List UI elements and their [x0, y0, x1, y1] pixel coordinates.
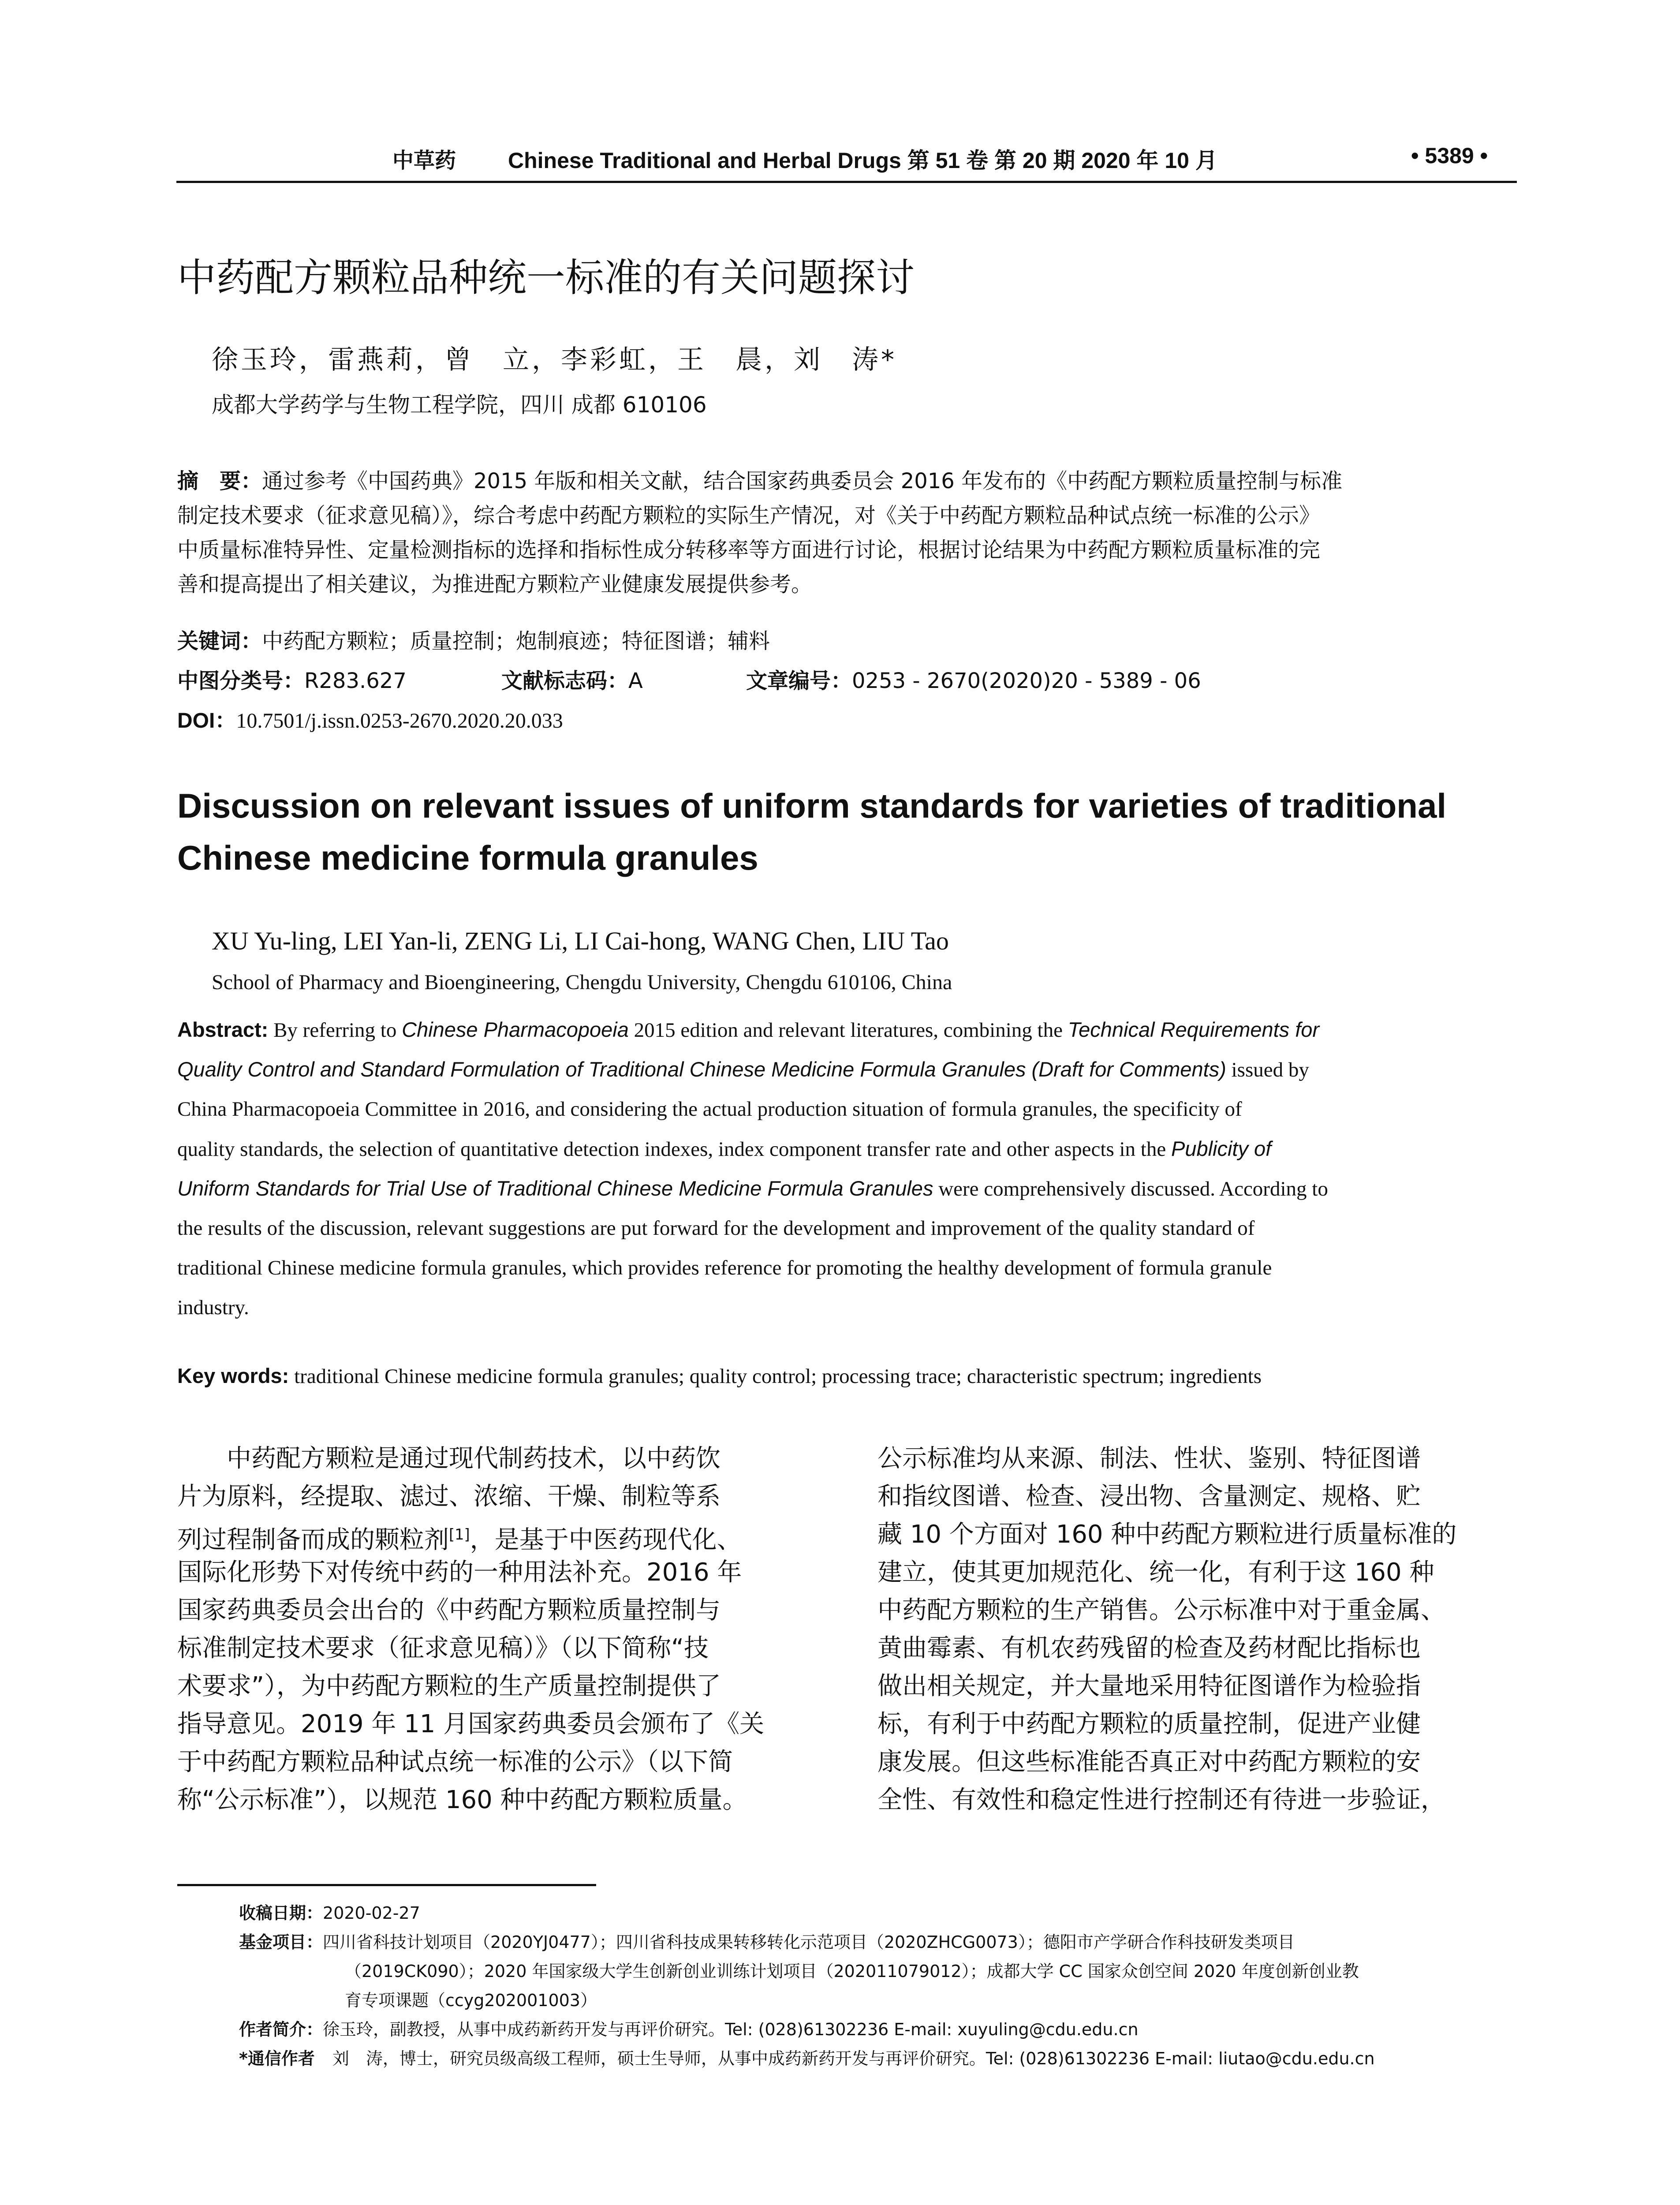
document-code: [501, 664, 643, 694]
footnote-value: 四川省科技计划项目（2020YJ0477）；四川省科技成果转移转化示范项目（2020ZHCG0073）；德阳市产学研合作科技研发类项目: [323, 1932, 1295, 1952]
abstract-en-italic: Uniform Standards for Trial Use of Traditional Chinese Medicine Formula Granules: [177, 1177, 933, 1200]
body-line: 藏 10 个方面对 160 种中药配方颗粒进行质量标准的: [877, 1520, 1457, 1549]
abstract-en-text: quality standards, the selection of quantitative detection indexes, index component transfer rate and other aspects in the: [177, 1138, 1171, 1161]
abstract-en-italic: Quality Control and Standard Formulation of Traditional Chinese Medicine Formula Granules (Draft for Comments): [177, 1058, 1226, 1081]
body-line: 黄曲霉素、有机农药残留的检查及药材配比指标也: [877, 1634, 1421, 1663]
footnote-label: 作者简介：: [239, 2020, 323, 2039]
journal-issue-info: Chinese Traditional and Herbal Drugs 第 51 卷 第 20 期 2020 年 10 月: [508, 148, 1217, 173]
footnote-value: 徐玉玲，副教授，从事中成药新药开发与再评价研究。Tel: (028)61302236 E-mail: xuyuling@cdu.edu.cn: [323, 2020, 1139, 2039]
body-line: 术要求”），为中药配方颗粒的生产质量控制提供了: [177, 1672, 721, 1700]
abstract-cn-line: 善和提高提出了相关建议，为推进配方颗粒产业健康发展提供参考。: [177, 572, 813, 597]
abstract-en-italic: Technical Requirements for: [1068, 1018, 1320, 1041]
footnotes: [177, 1899, 1518, 2073]
body-column-left: [177, 1440, 812, 1819]
footnote-fund-cont: （2019CK090）；2020 年国家级大学生创新创业训练计划项目（202011079012）；成都大学 CC 国家众创空间 2020 年度创新创业教: [345, 1962, 1359, 1981]
abstract-en-italic: Chinese Pharmacopoeia: [402, 1018, 629, 1041]
body-line: 康发展。但这些标准能否真正对中药配方颗粒的安: [877, 1748, 1421, 1776]
body-line: 中药配方颗粒的生产销售。公示标准中对于重金属、: [877, 1596, 1445, 1625]
abstract-en-text: issued by: [1226, 1058, 1309, 1081]
affiliation-en: School of Pharmacy and Bioengineering, Chengdu University, Chengdu 610106, China: [212, 971, 952, 994]
body-line: 指导意见。2019 年 11 月国家药典委员会颁布了《关: [177, 1710, 765, 1738]
body-text: 列过程制备而成的颗粒剂: [177, 1525, 449, 1555]
abstract-en-line: [177, 1169, 1518, 1208]
body-line: 标准制定技术要求（征求意见稿）》（以下简称“技: [177, 1634, 709, 1663]
keywords-cn-label: 关键词：: [177, 629, 262, 654]
abstract-cn: [177, 464, 1518, 602]
body-line: 中药配方颗粒是通过现代制药技术，以中药饮: [177, 1444, 721, 1473]
journal-name: 中草药: [392, 148, 456, 173]
body-line: 国家药典委员会出台的《中药配方颗粒质量控制与: [177, 1596, 721, 1625]
abstract-en-italic: Publicity of: [1171, 1137, 1272, 1160]
abstract-en-line: [177, 1010, 1518, 1050]
abstract-cn-text: 通过参考《中国药典》2015 年版和相关文献，结合国家药典委员会 2016 年发布的《中药配方颗粒质量控制与标准: [262, 469, 1343, 493]
footnote-value: 2020-02-27: [323, 1903, 420, 1923]
abstract-en-line: traditional Chinese medicine formula granules, which provides reference for promoting the healthy development of formula granule: [177, 1256, 1272, 1279]
footnote-value: 刘 涛，博士，研究员级高级工程师，硕士生导师，从事中成药新药开发与再评价研究。Tel: (028)61302236 E-mail: liutao@cdu.edu.cn: [332, 2049, 1375, 2068]
abstract-en-label: Abstract:: [177, 1018, 269, 1041]
affiliation-cn: 成都大学药学与生物工程学院，四川 成都 610106: [212, 392, 707, 418]
abstract-en-line: industry.: [177, 1296, 249, 1319]
keywords-cn: [177, 624, 770, 654]
article-number-label: 文章编号：: [746, 669, 852, 693]
abstract-en-text: were comprehensively discussed. According to: [933, 1177, 1328, 1200]
title-en-line: Chinese medicine formula granules: [177, 838, 758, 877]
abstract-en: [177, 1010, 1518, 1327]
keywords-en-text: traditional Chinese medicine formula granules; quality control; processing trace; characteristic spectrum; ingredients: [289, 1365, 1262, 1388]
doc-code-label: 文献标志码：: [501, 669, 629, 693]
page-number: • 5389 •: [1411, 143, 1488, 168]
abstract-cn-line: 中质量标准特异性、定量检测指标的选择和指标性成分转移率等方面进行讨论，根据讨论结果为中药配方颗粒质量标准的完: [177, 538, 1321, 562]
citation-ref[interactable]: [1]: [449, 1526, 470, 1543]
abstract-cn-label: 摘 要：: [177, 469, 262, 493]
body-line: 全性、有效性和稳定性进行控制还有待进一步验证，: [877, 1786, 1445, 1814]
keywords-en: [177, 1364, 1262, 1388]
doc-code-value: A: [628, 669, 643, 693]
article-title-cn: 中药配方颗粒品种统一标准的有关问题探讨: [177, 255, 915, 300]
classification-row: [177, 664, 1518, 695]
authors-en: XU Yu-ling, LEI Yan-li, ZENG Li, LI Cai-hong, WANG Chen, LIU Tao: [212, 927, 949, 955]
footnote-corresponding: [177, 2044, 1518, 2073]
title-en-line: Discussion on relevant issues of uniform standards for varieties of traditional: [177, 786, 1447, 825]
body-line: 公示标准均从来源、制法、性状、鉴别、特征图谱: [877, 1444, 1421, 1473]
doi-label: DOI：: [177, 709, 236, 733]
abstract-cn-line: [177, 464, 1518, 498]
keywords-en-label: Key words:: [177, 1364, 289, 1387]
abstract-en-line: the results of the discussion, relevant suggestions are put forward for the development and improvement of the quality standard of: [177, 1217, 1255, 1240]
footnote-received: [177, 1899, 1518, 1928]
footnote-divider: [177, 1884, 596, 1886]
body-column-right: [877, 1440, 1512, 1819]
body-line: 建立，使其更加规范化、统一化，有利于这 160 种: [877, 1558, 1434, 1587]
body-line: 和指纹图谱、检查、浸出物、含量测定、规格、贮: [877, 1482, 1421, 1511]
footnote-fund: [177, 1928, 1518, 1957]
clc-value: R283.627: [304, 669, 407, 693]
keywords-cn-text: 中药配方颗粒；质量控制；炮制痕迹；特征图谱；辅料: [262, 629, 770, 654]
article-number: [746, 664, 1201, 694]
abstract-en-line: [177, 1050, 1518, 1089]
body-text: ，是基于中医药现代化、: [470, 1525, 742, 1555]
doi-value: 10.7501/j.issn.0253-2670.2020.20.033: [236, 709, 563, 733]
footnote-author: [177, 2015, 1518, 2044]
body-line: 称“公示标准”），以规范 160 种中药配方颗粒质量。: [177, 1786, 747, 1814]
footnote-label: 收稿日期：: [239, 1903, 323, 1923]
doi: [177, 703, 563, 734]
body-line: 做出相关规定，并大量地采用特征图谱作为检验指: [877, 1672, 1421, 1700]
article-title-en: [177, 780, 1446, 884]
body-line: 于中药配方颗粒品种试点统一标准的公示》（以下简: [177, 1748, 733, 1776]
body-line: 国际化形势下对传统中药的一种用法补充。2016 年: [177, 1558, 742, 1587]
authors-cn: 徐玉玲，雷燕莉，曾 立，李彩虹，王 晨，刘 涛*: [212, 344, 897, 375]
abstract-en-text: 2015 edition and relevant literatures, combining the: [628, 1019, 1068, 1042]
body-line: [177, 1516, 812, 1554]
footnote-label: *通信作者: [239, 2049, 315, 2068]
clc-label: 中图分类号：: [177, 669, 305, 693]
body-line: 标，有利于中药配方颗粒的质量控制，促进产业健: [877, 1710, 1421, 1738]
body-line: 片为原料，经提取、滤过、浓缩、干燥、制粒等系: [177, 1482, 721, 1511]
footnote-fund-cont: 育专项课题（ccyg202001003）: [345, 1991, 597, 2010]
abstract-en-text: By referring to: [268, 1019, 402, 1042]
abstract-cn-line: 制定技术要求（征求意见稿）》，综合考虑中药配方颗粒的实际生产情况，对《关于中药配方颗粒品种试点统一标准的公示》: [177, 503, 1321, 528]
abstract-en-line: [177, 1129, 1518, 1169]
footnote-label: 基金项目：: [239, 1932, 323, 1952]
article-number-value: 0253 - 2670(2020)20 - 5389 - 06: [852, 669, 1201, 693]
abstract-en-line: China Pharmacopoeia Committee in 2016, and considering the actual production situation of formula granules, the specificity of: [177, 1098, 1242, 1121]
clc-number: [177, 664, 407, 694]
